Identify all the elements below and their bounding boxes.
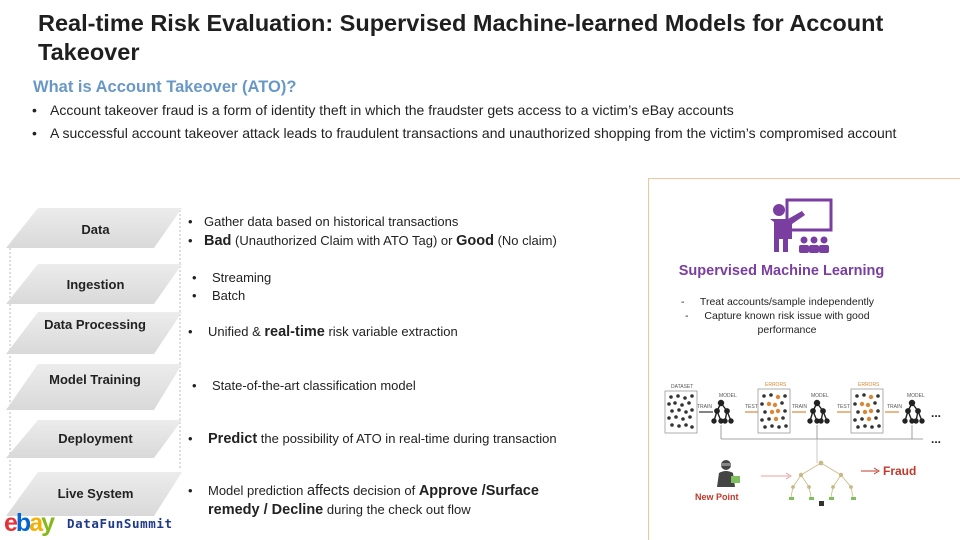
layer-label-data-processing: Data Processing <box>44 317 146 332</box>
layer-stack <box>0 200 190 520</box>
section-subtitle: What is Account Takeover (ATO)? <box>33 78 297 96</box>
fraud-label: Fraud <box>883 464 917 478</box>
desc-ingestion-batch: • Batch <box>188 287 271 305</box>
desc-data-line2: • Bad (Unauthorized Claim with ATO Tag) or Good (No claim) <box>184 232 557 251</box>
panel-title: Supervised Machine Learning <box>678 263 885 279</box>
errors-box <box>851 389 883 433</box>
train-label: TRAIN <box>792 404 807 410</box>
page-title: Real-time Risk Evaluation: Supervised Machine-learned Models for Account Takeover <box>38 10 884 65</box>
model-tree-icon <box>903 401 924 424</box>
desc-deployment: • Predict the possibility of ATO in real-time during transaction <box>184 430 557 449</box>
desc-ingestion <box>188 269 271 304</box>
errors-box <box>758 389 790 433</box>
errors-label: ERRORS <box>765 382 787 388</box>
desc-live-system: • Model prediction affects decision of Approve /Surface remedy / Decline during the check out flow <box>184 482 594 519</box>
panel-point: - Capture known risk issue with good performance <box>685 310 870 336</box>
continue-ellipsis: ... <box>931 406 942 420</box>
panel-point: - Treat accounts/sample independently <box>681 296 875 308</box>
layer-label-model-training: Model Training <box>49 372 141 387</box>
decision-tree-icon <box>789 461 856 506</box>
datafun-summit-logo: DataFunSummit <box>67 516 173 531</box>
hacker-person-icon <box>717 460 740 487</box>
intro-bullets <box>30 101 910 146</box>
test-label: TEST <box>745 404 758 410</box>
model-tree-icon <box>712 401 733 424</box>
layer-label-deployment: Deployment <box>58 431 133 446</box>
ebay-logo: ebay <box>4 509 53 537</box>
model-tree-icon <box>808 401 829 424</box>
ml-training-diagram <box>661 381 960 531</box>
errors-label: ERRORS <box>858 382 880 388</box>
teacher-presentation-icon <box>765 197 835 257</box>
model-label: MODEL <box>719 393 737 399</box>
dataset-label: DATASET <box>671 384 694 390</box>
test-label: TEST <box>837 404 850 410</box>
model-label: MODEL <box>811 393 829 399</box>
desc-data-processing: • Unified & real-time risk variable extraction <box>184 323 458 342</box>
layer-label-live-system: Live System <box>57 486 134 501</box>
intro-bullet: • A successful account takeover attack leads to fraudulent transactions and unauthorized shopping from the victim’s compromised account <box>30 124 910 144</box>
desc-data-line1: • Gather data based on historical transactions <box>184 213 557 231</box>
panel-points <box>677 295 897 337</box>
supervised-ml-panel <box>648 178 960 540</box>
train-label: TRAIN <box>697 404 712 410</box>
model-label: MODEL <box>907 393 925 399</box>
intro-bullet: • Account takeover fraud is a form of identity theft in which the fraudster gets access to a victim’s eBay accounts <box>30 101 910 121</box>
train-label: TRAIN <box>887 404 902 410</box>
connector-lines <box>721 425 923 463</box>
layer-label-data: Data <box>81 222 110 237</box>
dataset-box <box>665 391 697 433</box>
continue-ellipsis: ... <box>931 432 942 446</box>
desc-model-training: • State-of-the-art classification model <box>188 377 416 395</box>
new-point-label: New Point <box>695 492 739 502</box>
desc-ingestion-streaming: • Streaming <box>188 269 271 287</box>
layer-label-ingestion: Ingestion <box>66 277 125 292</box>
desc-data <box>184 213 557 250</box>
